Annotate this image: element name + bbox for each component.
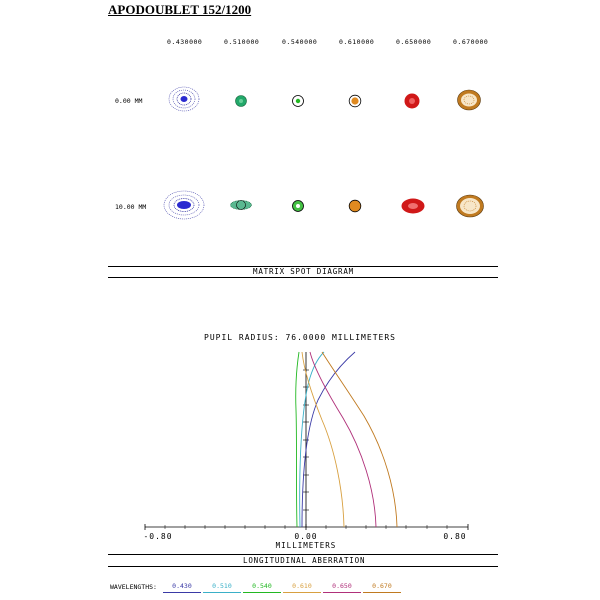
pupil-radius-label: PUPIL RADIUS: 76.0000 MILLIMETERS — [204, 333, 396, 342]
spot-diagram-caption: MATRIX SPOT DIAGRAM — [253, 267, 354, 276]
legend-item-0540: 0.540 — [243, 582, 281, 593]
legend-label: WAVELENGTHS: — [110, 583, 157, 591]
wavelength-header: 0.430000 — [167, 38, 203, 46]
aberration-caption: LONGITUDINAL ABERRATION — [243, 556, 366, 565]
legend-item-0670: 0.670 — [363, 582, 401, 593]
x-axis-title: MILLIMETERS — [275, 541, 337, 550]
wavelength-header: 0.510000 — [224, 38, 260, 46]
x-tick-label: 0.00 — [294, 532, 318, 541]
legend-item-0510: 0.510 — [203, 582, 241, 593]
page-title: APODOUBLET 152/1200 — [108, 2, 252, 17]
x-tick-label: 0.80 — [443, 532, 467, 541]
x-tick-label: -0.80 — [143, 532, 173, 541]
wavelength-header: 0.670000 — [453, 38, 489, 46]
curve-0670 — [322, 352, 397, 527]
legend-item-0610: 0.610 — [283, 582, 321, 593]
curve-0610 — [302, 352, 344, 527]
field-label: 0.00 MM — [115, 97, 143, 105]
curve-0540 — [296, 352, 299, 527]
divider — [108, 554, 498, 555]
wavelength-legend — [110, 582, 403, 593]
wavelength-header: 0.610000 — [339, 38, 375, 46]
wavelength-header: 0.540000 — [282, 38, 318, 46]
curve-0650 — [310, 352, 376, 527]
field-label: 10.00 MM — [115, 203, 147, 211]
legend-item-0430: 0.430 — [163, 582, 201, 593]
divider — [108, 566, 498, 567]
wavelength-header: 0.650000 — [396, 38, 432, 46]
legend-item-0650: 0.650 — [323, 582, 361, 593]
